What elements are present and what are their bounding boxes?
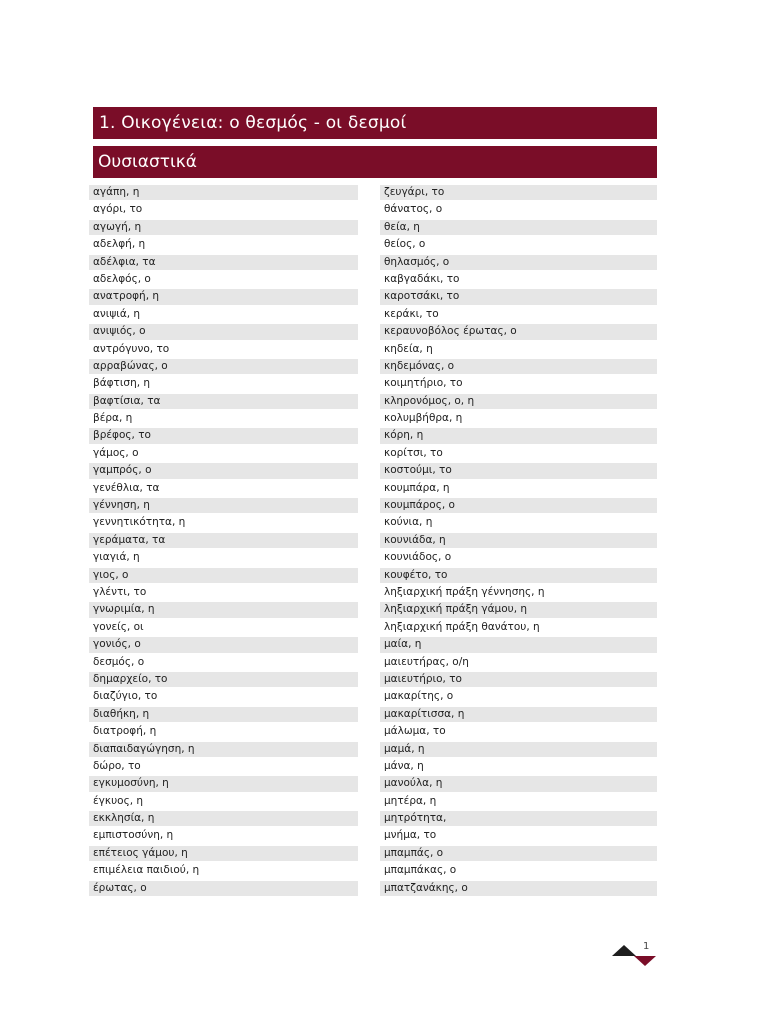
vocabulary-entry: μητέρα, η: [384, 794, 437, 807]
vocabulary-entry: γιος, ο: [89, 568, 358, 583]
vocabulary-entry: ανιψιά, η: [93, 307, 141, 320]
vocabulary-entry: κουφέτο, το: [380, 568, 657, 583]
vocabulary-entry: αγόρι, το: [93, 203, 143, 216]
vocabulary-entry: κουνιάδος, ο: [384, 551, 452, 564]
vocabulary-entry: διαζύγιο, το: [93, 690, 158, 703]
vocabulary-entry: επιμέλεια παιδιού, η: [93, 864, 200, 877]
vocabulary-entry: βάφτιση, η: [93, 377, 151, 390]
vocabulary-entry: μπαμπάς, ο: [380, 846, 657, 861]
vocabulary-entry: μακαρίτισσα, η: [380, 707, 657, 722]
vocabulary-entry: βρέφος, το: [89, 428, 358, 443]
vocabulary-entry: γάμος, ο: [93, 446, 139, 459]
vocabulary-entry: κοιμητήριο, το: [384, 377, 463, 390]
vocabulary-entry: μαιευτήρας, ο/η: [384, 655, 469, 668]
vocabulary-entry: κουνιάδα, η: [380, 533, 657, 548]
vocabulary-entry: αδελφή, η: [93, 238, 146, 251]
vocabulary-entry: ληξιαρχική πράξη γάμου, η: [380, 602, 657, 617]
vocabulary-entry: μαία, η: [380, 637, 657, 652]
vocabulary-entry: κορίτσι, το: [384, 446, 443, 459]
vocabulary-entry: διατροφή, η: [93, 725, 157, 738]
vocabulary-entry: γονείς, οι: [93, 620, 144, 633]
vocabulary-entry: γνωριμία, η: [89, 602, 358, 617]
vocabulary-entry: εγκυμοσύνη, η: [89, 776, 358, 791]
vocabulary-entry: μάνα, η: [384, 759, 424, 772]
vocabulary-entry: μαμά, η: [380, 742, 657, 757]
vocabulary-entry: δώρο, το: [93, 759, 141, 772]
vocabulary-entry: επέτειος γάμου, η: [89, 846, 358, 861]
vocabulary-entry: μανούλα, η: [380, 776, 657, 791]
vocabulary-entry: κόρη, η: [380, 428, 657, 443]
vocabulary-entry: γεννητικότητα, η: [93, 516, 186, 529]
vocabulary-entry: αδελφός, ο: [93, 272, 151, 285]
vocabulary-entry: διαθήκη, η: [89, 707, 358, 722]
vocabulary-entry: γλέντι, το: [93, 585, 147, 598]
vocabulary-entry: κηδεία, η: [384, 342, 433, 355]
vocabulary-entry: εμπιστοσύνη, η: [93, 829, 174, 842]
vocabulary-entry: καβγαδάκι, το: [384, 272, 460, 285]
vocabulary-entry: μακαρίτης, ο: [384, 690, 454, 703]
vocabulary-entry: κηδεμόνας, ο: [380, 359, 657, 374]
vocabulary-entry: έρωτας, ο: [89, 881, 358, 896]
vocabulary-entry: κεράκι, το: [384, 307, 439, 320]
vocabulary-entry: κούνια, η: [384, 516, 433, 529]
vocabulary-entry: αδέλφια, τα: [89, 255, 358, 270]
vocabulary-entry: μητρότητα,: [380, 811, 657, 826]
chapter-title: 1. Οικογένεια: ο θεσμός - οι δεσμοί: [93, 107, 657, 139]
vocabulary-entry: βαφτίσια, τα: [89, 394, 358, 409]
vocabulary-entry: γιαγιά, η: [93, 551, 140, 564]
page-ornament-icon: [610, 942, 660, 968]
vocabulary-entry: δεσμός, ο: [93, 655, 145, 668]
vocabulary-entry: γονιός, ο: [89, 637, 358, 652]
vocabulary-entry: ληξιαρχική πράξη θανάτου, η: [384, 620, 540, 633]
vocabulary-entry: γαμπρός, ο: [89, 463, 358, 478]
vocabulary-entry: γενέθλια, τα: [93, 481, 160, 494]
vocabulary-entry: μπαμπάκας, ο: [384, 864, 457, 877]
vocabulary-entry: δημαρχείο, το: [89, 672, 358, 687]
vocabulary-entry: κουμπάρος, ο: [380, 498, 657, 513]
vocabulary-entry: γέννηση, η: [89, 498, 358, 513]
vocabulary-entry: μάλωμα, το: [384, 725, 446, 738]
vocabulary-entry: ληξιαρχική πράξη γέννησης, η: [384, 585, 545, 598]
vocabulary-entry: αρραβώνας, ο: [89, 359, 358, 374]
vocabulary-entry: εκκλησία, η: [89, 811, 358, 826]
vocabulary-entry: κληρονόμος, ο, η: [380, 394, 657, 409]
vocabulary-entry: αγάπη, η: [89, 185, 358, 200]
vocabulary-entry: γεράματα, τα: [89, 533, 358, 548]
vocabulary-entry: ανιψιός, ο: [89, 324, 358, 339]
vocabulary-entry: θείος, ο: [384, 238, 426, 251]
vocabulary-entry: κουμπάρα, η: [384, 481, 450, 494]
vocabulary-entry: διαπαιδαγώγηση, η: [89, 742, 358, 757]
vocabulary-entry: καροτσάκι, το: [380, 289, 657, 304]
vocabulary-entry: θεία, η: [380, 220, 657, 235]
vocabulary-entry: κεραυνοβόλος έρωτας, ο: [380, 324, 657, 339]
vocabulary-entry: κοστούμι, το: [380, 463, 657, 478]
vocabulary-column-left: [89, 185, 358, 898]
vocabulary-entry: αγωγή, η: [89, 220, 358, 235]
vocabulary-entry: θηλασμός, ο: [380, 255, 657, 270]
vocabulary-entry: αντρόγυνο, το: [93, 342, 170, 355]
vocabulary-entry: βέρα, η: [93, 412, 133, 425]
vocabulary-entry: μνήμα, το: [384, 829, 437, 842]
vocabulary-entry: ζευγάρι, το: [380, 185, 657, 200]
vocabulary-entry: έγκυος, η: [93, 794, 144, 807]
vocabulary-entry: μπατζανάκης, ο: [380, 881, 657, 896]
vocabulary-column-right: [380, 185, 657, 898]
vocabulary-entry: θάνατος, ο: [384, 203, 443, 216]
page-number: 1: [643, 941, 650, 952]
vocabulary-entry: μαιευτήριο, το: [380, 672, 657, 687]
section-heading: Ουσιαστικά: [93, 146, 657, 178]
vocabulary-entry: ανατροφή, η: [89, 289, 358, 304]
vocabulary-entry: κολυμβήθρα, η: [384, 412, 463, 425]
